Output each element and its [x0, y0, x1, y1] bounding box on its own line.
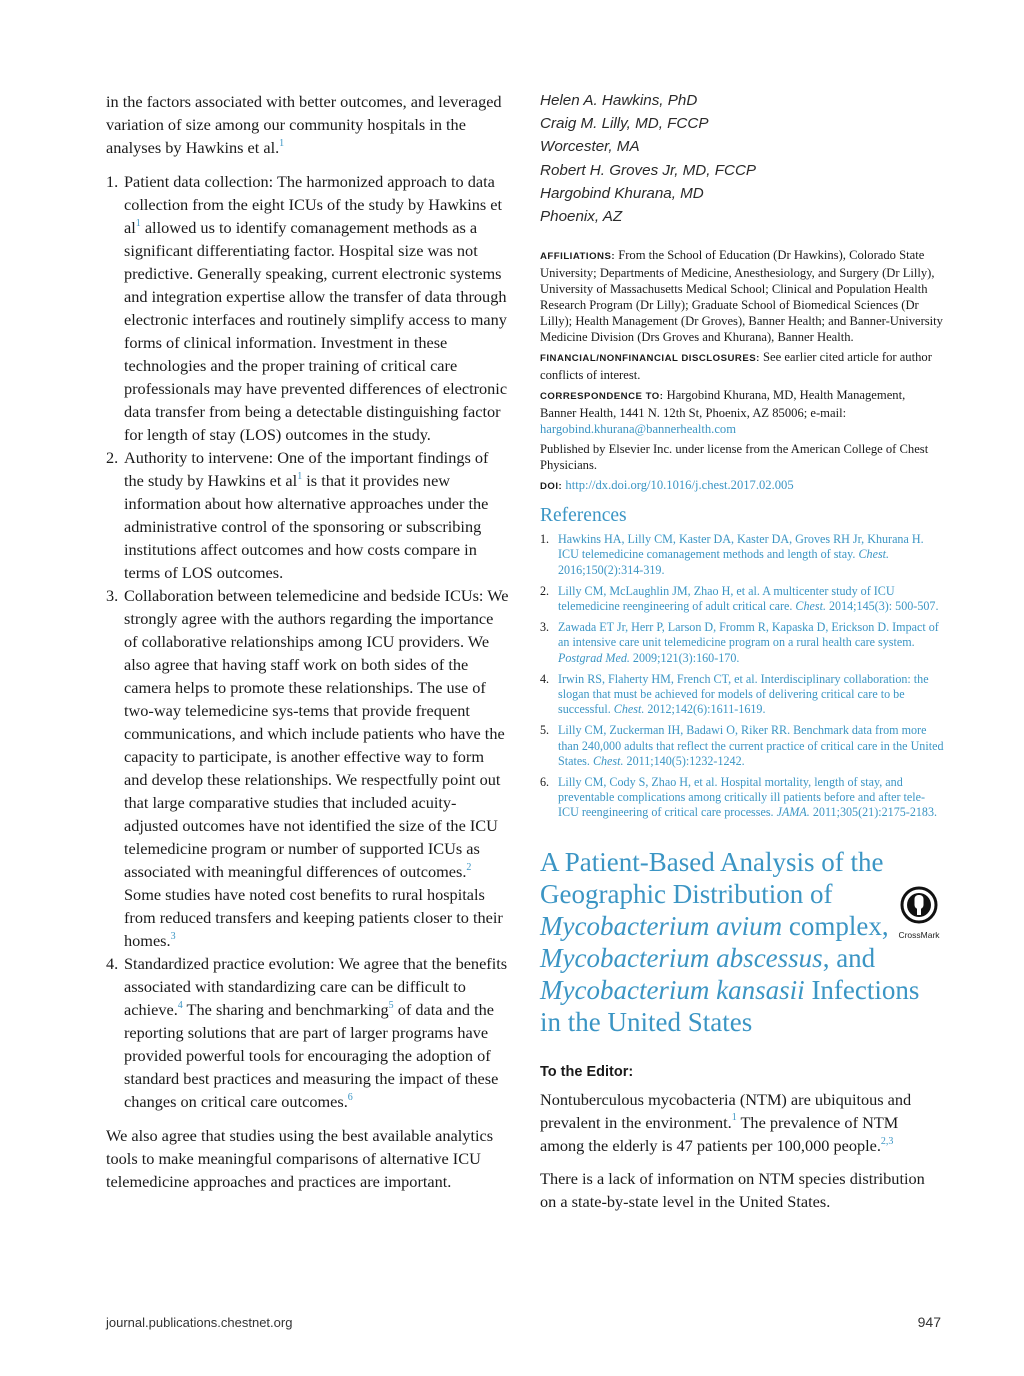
closing-paragraph: We also agree that studies using the best available analytics tools to make meaningful comparisons of alternative ICU telemedicine approaches and practices are important.: [106, 1126, 494, 1191]
page-number: 947: [917, 1314, 941, 1330]
citation-link[interactable]: 2,3: [880, 1135, 894, 1147]
author-location: Worcester, MA: [540, 138, 640, 156]
citation-link[interactable]: 1: [731, 1112, 737, 1124]
publisher-note: Published by Elsevier Inc. under license from the American College of Chest Physicians.: [540, 442, 929, 473]
body-paragraph: There is a lack of information on NTM species distribution on a state-by-state level in the United States.: [540, 1169, 925, 1212]
numbered-list: [106, 170, 510, 1113]
reference-item[interactable]: 1. Hawkins HA, Lilly CM, Kaster DA, Kaster DA, Groves RH Jr, Khurana H. ICU telemedicine comanagement methods and length of stay. Chest. 2016;150(2):314-319.: [540, 532, 924, 577]
citation-link[interactable]: 1: [135, 217, 141, 229]
list-item: 2. Authority to intervene: One of the important findings of the study by Hawkins et $al^1$ is that it provides new information about how alternative approaches under the administrative control of the sponsoring or subscribing institutions affect outcomes and how costs compare in terms of LOS outcomes.: [106, 448, 489, 582]
citation-link[interactable]: 1: [279, 137, 285, 149]
doi-link[interactable]: http://dx.doi.org/10.1016/j.chest.2017.02.005: [565, 478, 794, 493]
list-item: 4. Standardized practice evolution: We agree that the benefits associated with standardizing care can be difficult to achieve.$^4$ The sharing and benchmarking$^5$ of data and the reporting solutions that are part of larger programs have provided powerful tools for encouraging the adoption of standard best practices and measuring the impact of these changes on critical care outcomes.$^6$: [106, 954, 508, 1111]
author-line: Helen A. Hawkins, PhD: [540, 92, 698, 109]
email-link[interactable]: hargobind.khurana@bannerhealth.com: [540, 422, 737, 437]
author-block: [540, 89, 944, 228]
citation-link[interactable]: 6: [347, 1091, 353, 1103]
intro-paragraph: in the factors associated with better outcomes, and leveraged variation of size among our community hospitals in the analyses by Hawkins et al.$^1$: [106, 92, 502, 157]
left-column: [106, 90, 510, 1193]
doi: DOI: http://dx.doi.org/10.1016/j.chest.2017.02.005: [540, 478, 794, 493]
correspondence: CORRESPONDENCE TO: Hargobind Khurana, MD, Health Management, Banner Health, 1441 N. 12th St, Phoenix, AZ 85006; e-mail: hargobind.khurana@bannerhealth.com: [540, 388, 906, 437]
citation-link[interactable]: 1: [297, 470, 303, 482]
reference-item[interactable]: 3. Zawada ET Jr, Herr P, Larson D, Fromm R, Kapaska D, Erickson D. Impact of an intensive care unit telemedicine program on a rural health care system. Postgrad Med. 2009;121(3):160-170.: [540, 620, 939, 665]
references-heading: References: [540, 505, 627, 527]
body-paragraph: Nontuberculous mycobacteria (NTM) are ubiquitous and prevalent in the environment.$^1$ The prevalence of NTM among the elderly is 47 patients per 100,000 people.$^{2,3}$: [540, 1089, 912, 1156]
author-line: Craig M. Lilly, MD, FCCP: [540, 115, 709, 133]
citation-link[interactable]: 5: [388, 999, 394, 1011]
reference-item[interactable]: 6. Lilly CM, Cody S, Zhao H, et al. Hospital mortality, length of stay, and preventable complications among critically ill patients before and after tele-ICU reengineering of critical care processes. JAMA. 2011;305(21):2175-2183.: [540, 775, 938, 820]
crossmark-badge[interactable]: CrossMark: [895, 886, 943, 940]
list-item: 3. Collaboration between telemedicine and bedside ICUs: We strongly agree with the authors regarding the importance of collaborative relationships among ICU providers. We also agree that having staff work on both sides of the camera helps to promote these relationships. The use of two-way telemedicine sys-tems that provide frequent communications, and which include patients who have the capacity to participate, is another effective way to form and develop these relationships. We respectfully point out that large comparative studies that included acuity-adjusted outcomes have not identified the size of the ICU telemedicine program or number of supported ICUs as associated with meaningful differences of outcomes.$^2$ Some studies have noted cost benefits to rural hospitals from reduced transfers and keeping patients closer to their homes.$^3$: [106, 586, 509, 950]
right-column: [540, 89, 944, 1224]
crossmark-icon: [900, 886, 938, 924]
affiliations: AFFILIATIONS: From the School of Education (Dr Hawkins), Colorado State University; Departments of Medicine, Anesthesiology, and Surgery (Dr Lilly), University of Massachusetts Medical School; Clinical and Population Health Research Program (Dr Lilly); Graduate School of Biomedical Sciences (Dr Lilly); Health Management (Dr Groves), Banner Health; and Banner-University Medicine Division (Drs Groves and Khurana), Banner Health.: [540, 248, 943, 345]
reference-item[interactable]: 2. Lilly CM, McLaughlin JM, Zhao H, et al. A multicenter study of ICU telemedicine reengineering of adult critical care. Chest. 2014;145(3): 500-507.: [540, 583, 939, 614]
author-line: Robert H. Groves Jr, MD, FCCP: [540, 161, 757, 179]
to-editor-heading: To the Editor:: [540, 1063, 634, 1080]
disclosures: FINANCIAL/NONFINANCIAL DISCLOSURES: See earlier cited article for author conflicts of interest.: [540, 350, 932, 383]
list-item: 1. Patient data collection: The harmonized approach to data collection from the eight ICUs of the study by Hawkins et $al^1$ allowed us to identify comanagement methods as a significant differentiating factor. Hospital size was not predictive. Generally speaking, current electronic systems and integration expertise allow the transfer of data through electronic interfaces and routinely simplify access to many forms of clinical information. Investment in these technologies and the proper training of critical care professionals may have prevented differences of electronic data transfer from being a detectable distinguishing factor for length of stay (LOS) outcomes in the study.: [106, 172, 508, 444]
citation-link[interactable]: 4: [177, 999, 183, 1011]
reference-item[interactable]: 4. Irwin RS, Flaherty HM, French CT, et al. Interdisciplinary collaboration: the slogan that must be achieved for models of delivering critical care to be successful. Chest. 2012;142(6):1611-1619.: [540, 671, 929, 717]
author-line: Hargobind Khurana, MD: [540, 184, 704, 202]
citation-link[interactable]: 2: [466, 861, 472, 873]
footer-journal-url[interactable]: journal.publications.chestnet.org: [106, 1315, 293, 1330]
references-list: [540, 532, 944, 820]
reference-item[interactable]: 5. Lilly CM, Zuckerman IH, Badawi O, Riker RR. Benchmark data from more than 240,000 adults that reflect the current practice of critical care in the United States. Chest. 2011;140(5):1232-1242.: [540, 723, 944, 768]
author-location: Phoenix, AZ: [540, 208, 623, 226]
article-title: A Patient-Based Analysis of the Geographic Distribution of Mycobacterium avium complex, Mycobacterium abscessus, and Mycobacterium kansasii Infections in the United States: [540, 846, 920, 1037]
citation-link[interactable]: 3: [170, 930, 176, 942]
